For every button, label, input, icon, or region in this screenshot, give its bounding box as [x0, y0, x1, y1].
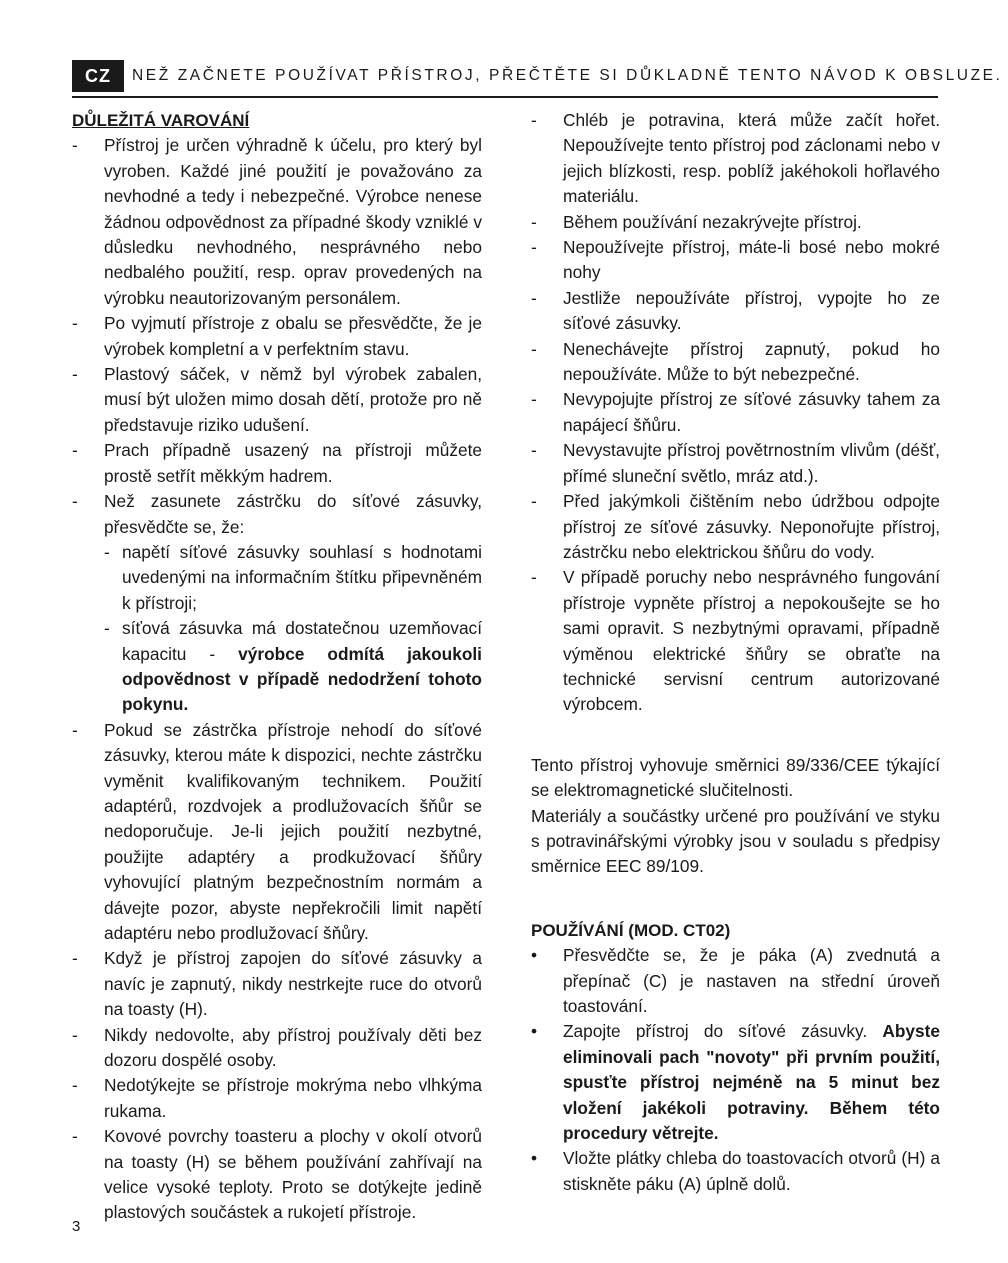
list-item: - Prach případně usazený na přístroji můžete prostě setřít měkkým hadrem.	[72, 440, 482, 486]
dash-marker: -	[72, 440, 78, 461]
list-item: - Nikdy nedovolte, aby přístroj používaly děti bez dozoru dospělé osoby.	[72, 1024, 482, 1071]
dash-marker: -	[531, 287, 537, 308]
list-item: - Chléb je potravina, která může začít hořet. Nepoužívejte tento přístroj pod záclonami nebo v jejich blízkosti, resp. poblíž jakéhokoli hořlavého materiálu.	[531, 110, 940, 207]
list-item: • Vložte plátky chleba do toastovacích otvorů (H) a stiskněte páku (A) úplně dolů.	[531, 1148, 940, 1194]
dash-marker: -	[531, 338, 537, 359]
dash-marker: -	[72, 1024, 78, 1045]
dash-marker: -	[72, 364, 78, 385]
compliance-paragraph: Materiály a součástky určené pro používání ve styku s potravinářskými výrobky jsou v souladu s předpisy směrnice EEC 89/109.	[531, 805, 940, 877]
list-item: • Zapojte přístroj do síťové zásuvky. Abyste eliminovali pach "novoty" při prvním použití, spusťte přístroj nejméně na 5 minut bez vložení jakékoli potraviny. Během této procedury větrejte.	[531, 1021, 940, 1144]
list-item: - Když je přístroj zapojen do síťové zásuvky a navíc je zapnutý, nikdy nestrkejte ruce do otvorů na toasty (H).	[72, 948, 482, 1020]
page-header	[72, 58, 1003, 98]
warnings-list	[72, 133, 482, 1225]
dash-marker: -	[72, 135, 78, 156]
dash-marker: -	[72, 313, 78, 334]
list-item: - Nedotýkejte se přístroje mokrýma nebo vlhkýma rukama.	[72, 1075, 482, 1121]
dash-marker: -	[531, 440, 537, 461]
dash-marker: -	[72, 491, 78, 512]
list-item: - V případě poruchy nebo nesprávného fungování přístroje vypněte přístroj a nepokoušejte se ho sami opravit. S nezbytnými opravami, případně výměnou elektrické šňůry se obraťte na technické servisní centrum autorizované výrobcem.	[531, 567, 940, 715]
right-column	[531, 108, 940, 1197]
usage-list	[531, 943, 940, 1197]
dash-marker: -	[72, 1126, 78, 1147]
list-item: - Nepoužívejte přístroj, máte-li bosé nebo mokré nohy	[531, 237, 940, 283]
header-title: NEŽ ZAČNETE POUŽÍVAT PŘÍSTROJ, PŘEČTĚTE SI DŮKLADNĚ TENTO NÁVOD K OBSLUZE.	[132, 67, 1003, 84]
list-item: - Pokud se zástrčka přístroje nehodí do síťové zásuvky, kterou máte k dispozici, nechte zástrčku vyměnit kvalifikovaným technikem. Použití adaptérů, rozdvojek a prodlužovacích šňůr se nedoporučuje. Je-li jejich použití nezbytné, použijte adaptéry a prodkužovací šňůry vyhovující platným bezpečnostním normám a dávejte pozor, abyste nepřekročili limit napětí adaptéru nebo prodlužovací šňůry.	[72, 719, 482, 943]
list-item: - Než zasunete zástrčku do síťové zásuvky, přesvědčte se, že: - napětí síťové zásuvky souhlasí s hodnotami uvedenými na informačním štítku připevněném k přístroji; - síťová zásuvka má dostatečnou uzemňovací kapacitu - výrobce odmítá jakoukoli odpovědnost v případě nedodržení tohoto pokynu.	[72, 489, 482, 718]
dash-marker: -	[531, 567, 537, 588]
warnings-list-continued	[531, 108, 940, 718]
sub-list-item: - síťová zásuvka má dostatečnou uzemňovací kapacitu - výrobce odmítá jakoukoli odpovědnost v případě nedodržení tohoto pokynu.	[104, 618, 482, 715]
bullet-marker: •	[531, 945, 538, 966]
list-item: - Po vyjmutí přístroje z obalu se přesvědčte, že je výrobek kompletní a v perfektním stavu.	[72, 313, 482, 359]
list-item: - Nevystavujte přístroj povětrnostním vlivům (déšť, přímé sluneční světlo, mráz atd.).	[531, 440, 940, 486]
dash-marker: -	[531, 491, 537, 512]
dash-marker: -	[531, 211, 537, 232]
language-badge: CZ	[72, 60, 124, 92]
dash-marker: -	[104, 541, 110, 562]
bullet-marker: •	[531, 1148, 538, 1169]
dash-marker: -	[531, 237, 537, 258]
list-item: • Přesvědčte se, že je páka (A) zvednutá a přepínač (C) je nastaven na střední úroveň toastování.	[531, 945, 940, 1016]
compliance-paragraph: Tento přístroj vyhovuje směrnici 89/336/CEE týkající se elektromagnetické slučitelnosti.	[531, 754, 940, 801]
list-item: - Plastový sáček, v němž byl výrobek zabalen, musí být uložen mimo dosah dětí, protože pro ně představuje riziko udušení.	[72, 364, 482, 435]
left-column	[72, 108, 482, 1226]
list-item: - Před jakýmkoli čištěním nebo údržbou odpojte přístroj ze síťové zásuvky. Neponořujte přístroj, zástrčku nebo elektrickou šňůru do vody.	[531, 491, 940, 562]
dash-marker: -	[72, 1075, 78, 1096]
list-item: - Jestliže nepoužíváte přístroj, vypojte ho ze síťové zásuvky.	[531, 287, 940, 334]
warnings-heading: DŮLEŽITÁ VAROVÁNÍ	[72, 111, 250, 130]
bullet-marker: •	[531, 1021, 538, 1042]
list-item: - Nevypojujte přístroj ze síťové zásuvky tahem za napájecí šňůru.	[531, 389, 940, 435]
list-item: - Nenechávejte přístroj zapnutý, pokud ho nepoužíváte. Může to být nebezpečné.	[531, 338, 940, 385]
list-item: - Kovové povrchy toasteru a plochy v okolí otvorů na toasty (H) se během používání zahřívají na velice vysoké teploty. Proto se dotýkejte jedině plastových součástek a rukojetí přístroje.	[72, 1126, 482, 1223]
dash-marker: -	[104, 618, 110, 639]
dash-marker: -	[72, 948, 78, 969]
list-item: - Během používání nezakrývejte přístroj.	[531, 210, 940, 235]
dash-marker: -	[531, 389, 537, 410]
list-item: - Přístroj je určen výhradně k účelu, pro který byl vyroben. Každé jiné použití je považováno za nevhodné a tedy i nebezpečné. Výrobce nenese žádnou odpovědnost za případné škody vzniklé v důsledku nevhodného, nesprávného nebo nedbalého použití, resp. oprav provedených na výrobku neautorizovaným personálem.	[72, 135, 482, 308]
sub-list-item: - napětí síťové zásuvky souhlasí s hodnotami uvedenými na informačním štítku připevněném k přístroji;	[104, 541, 482, 613]
page-number: 3	[72, 1218, 81, 1235]
dash-marker: -	[531, 110, 537, 130]
sub-list	[104, 540, 482, 718]
usage-heading: POUŽÍVÁNÍ (MOD. CT02)	[531, 920, 731, 940]
dash-marker: -	[72, 719, 78, 740]
header-divider	[72, 96, 938, 98]
